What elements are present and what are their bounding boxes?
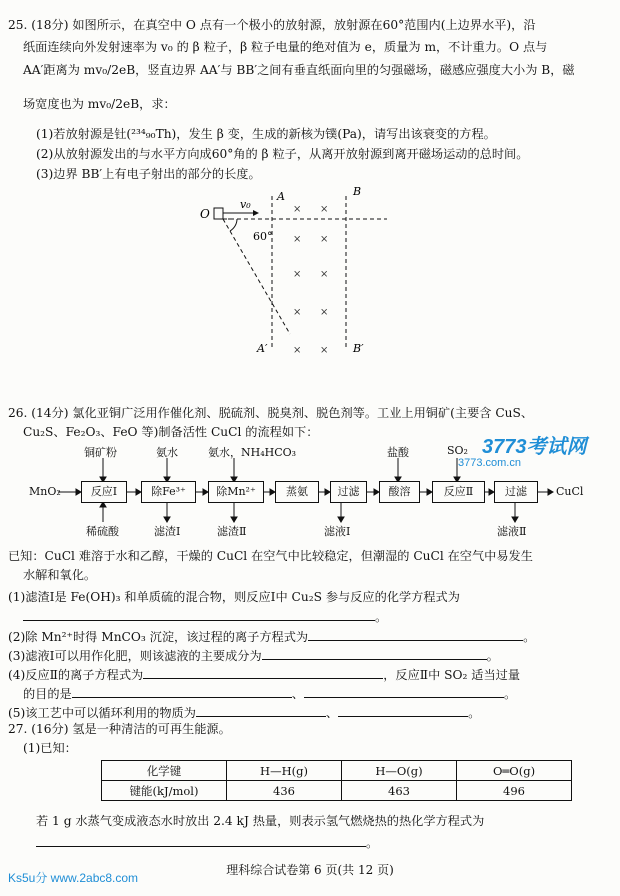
watermark-bottom: Ks5u分 www.2abc8.com xyxy=(8,871,139,885)
q26-sub3: (3)滤液Ⅰ可以用作化肥，则该滤液的主要成分为 。 xyxy=(8,649,499,663)
label-B-prime: B′ xyxy=(353,342,364,355)
flow-end: CuCl xyxy=(556,485,584,498)
q25-part1: (1)若放射源是钍(²³⁴₉₀Th)，发生 β 变，生成的新核为镤(Pa)，请写出该衰变的方程。 xyxy=(36,127,496,141)
table-header: H—O(g) xyxy=(342,761,457,781)
flow-input: 氨水 xyxy=(156,446,178,459)
field-cross: × xyxy=(293,234,302,245)
field-cross: × xyxy=(293,204,302,215)
answer-blank[interactable] xyxy=(262,647,487,660)
label-O: O xyxy=(200,207,210,221)
q25-part2: (2)从放射源发出的与水平方向成60°角的 β 粒子，从离开放射源到离开磁场运动的总时间。 xyxy=(36,147,529,161)
flow-output: 滤渣Ⅰ xyxy=(154,525,181,538)
table-row xyxy=(102,781,572,801)
label-angle: 60° xyxy=(253,230,273,243)
q25-line2: 纸面连续向外发射速率为 v₀ 的 β 粒子，β 粒子电量的绝对值为 e，质量为 m，不计重力。O 点与 xyxy=(23,40,548,54)
flow-output: 滤渣Ⅱ xyxy=(217,525,247,538)
q27-blank-row: 。 xyxy=(36,834,378,851)
table-header: O═O(g) xyxy=(457,761,572,781)
table-cell: 496 xyxy=(457,781,572,801)
flow-step: 反应Ⅱ xyxy=(432,481,485,503)
flow-input: 铜矿粉 xyxy=(84,446,117,459)
table-row-label: 键能(kJ/mol) xyxy=(102,781,227,801)
q26-line1: 26. (14分) 氯化亚铜广泛用作催化剂、脱硫剂、脱臭剂、脱色剂等。工业上用铜矿(主要含 CuS、 xyxy=(8,406,534,420)
q26-sub5: (5)该工艺中可以循环利用的物质为 、 。 xyxy=(8,706,481,720)
q26-sub1-blank-row: 。 xyxy=(23,608,387,625)
bond-energy-table xyxy=(101,760,572,801)
q26-sub4-purpose: 的目的是 、 。 xyxy=(23,687,517,701)
field-cross: × xyxy=(320,307,329,318)
answer-blank[interactable] xyxy=(143,666,383,679)
field-cross: × xyxy=(320,204,329,215)
q25-line3: AA′距离为 mv₀/2eB，竖直边界 AA′与 BB′之间有垂直纸面向里的匀强磁场，磁感应强度大小为 B，磁 xyxy=(23,63,575,77)
watermark-url: 3773.com.cn xyxy=(458,457,521,469)
table-header: H—H(g) xyxy=(227,761,342,781)
flow-step: 除Fe³⁺ xyxy=(141,481,196,503)
q25-line1: 25. (18分) 如图所示，在真空中 O 点有一个极小的放射源，放射源在60°范围内(上边界水平)，沿 xyxy=(8,18,536,32)
flow-output: 滤液Ⅰ xyxy=(324,525,351,538)
q27-after: 若 1 g 水蒸气变成液态水时放出 2.4 kJ 热量，则表示氢气燃烧热的热化学方程式为 xyxy=(36,814,485,828)
q27-line1: 27. (16分) 氢是一种清洁的可再生能源。 xyxy=(8,722,231,736)
q26-sub2: (2)除 Mn²⁺时得 MnCO₃ 沉淀，该过程的离子方程式为 。 xyxy=(8,630,536,644)
q25-line4: 场宽度也为 mv₀/2eB，求： xyxy=(23,97,176,111)
label-A: A xyxy=(277,190,285,203)
q26-sub4: (4)反应Ⅱ的离子方程式为 ，反应Ⅱ中 SO₂ 适当过量 xyxy=(8,668,521,682)
field-cross: × xyxy=(293,307,302,318)
flow-start: MnO₂ xyxy=(29,485,61,498)
label-v0: v₀ xyxy=(240,198,251,211)
flow-output: 滤液Ⅱ xyxy=(497,525,527,538)
flow-output: 稀硫酸 xyxy=(86,525,119,538)
q26-line2: Cu₂S、Fe₂O₃、FeO 等)制备活性 CuCl 的流程如下： xyxy=(23,425,319,439)
table-cell: 463 xyxy=(342,781,457,801)
label-A-prime: A′ xyxy=(257,342,268,355)
field-cross: × xyxy=(320,345,329,356)
field-cross: × xyxy=(320,269,329,280)
answer-blank[interactable] xyxy=(304,685,504,698)
answer-blank[interactable] xyxy=(308,628,523,641)
flow-input: 氨水，NH₄HCO₃ xyxy=(208,446,297,459)
flow-input: SO₂ xyxy=(447,444,468,457)
flow-step: 过滤 xyxy=(494,481,538,503)
answer-blank[interactable] xyxy=(72,685,292,698)
flow-input: 盐酸 xyxy=(387,446,409,459)
flow-step: 过滤 xyxy=(330,481,367,503)
q26-known1: 已知：CuCl 难溶于水和乙醇，干燥的 CuCl 在空气中比较稳定，但潮湿的 CuCl 在空气中易发生 xyxy=(8,549,533,563)
watermark-logo: 3773考试网 xyxy=(482,436,587,458)
field-cross: × xyxy=(293,345,302,356)
answer-blank[interactable] xyxy=(23,608,375,621)
field-cross: × xyxy=(320,234,329,245)
flow-step: 反应Ⅰ xyxy=(81,481,127,503)
flow-step: 酸溶 xyxy=(379,481,420,503)
q26-known2: 水解和氧化。 xyxy=(23,568,97,582)
table-row xyxy=(102,761,572,781)
q27-sub1: (1)已知： xyxy=(23,741,77,755)
field-cross: × xyxy=(293,269,302,280)
table-cell: 436 xyxy=(227,781,342,801)
flow-step: 蒸氨 xyxy=(275,481,319,503)
q25-part3: (3)边界 BB′上有电子射出的部分的长度。 xyxy=(36,167,261,181)
magnetic-field-figure xyxy=(195,182,425,367)
flow-step: 除Mn²⁺ xyxy=(208,481,264,503)
answer-blank[interactable] xyxy=(338,704,468,717)
table-header: 化学键 xyxy=(102,761,227,781)
q26-sub1: (1)滤渣Ⅰ是 Fe(OH)₃ 和单质硫的混合物，则反应Ⅰ中 Cu₂S 参与反应的化学方程式为 xyxy=(8,590,460,604)
page-footer: 理科综合试卷第 6 页(共 12 页) xyxy=(226,863,394,877)
answer-blank[interactable] xyxy=(36,834,366,847)
label-B: B xyxy=(353,185,362,198)
answer-blank[interactable] xyxy=(196,704,326,717)
